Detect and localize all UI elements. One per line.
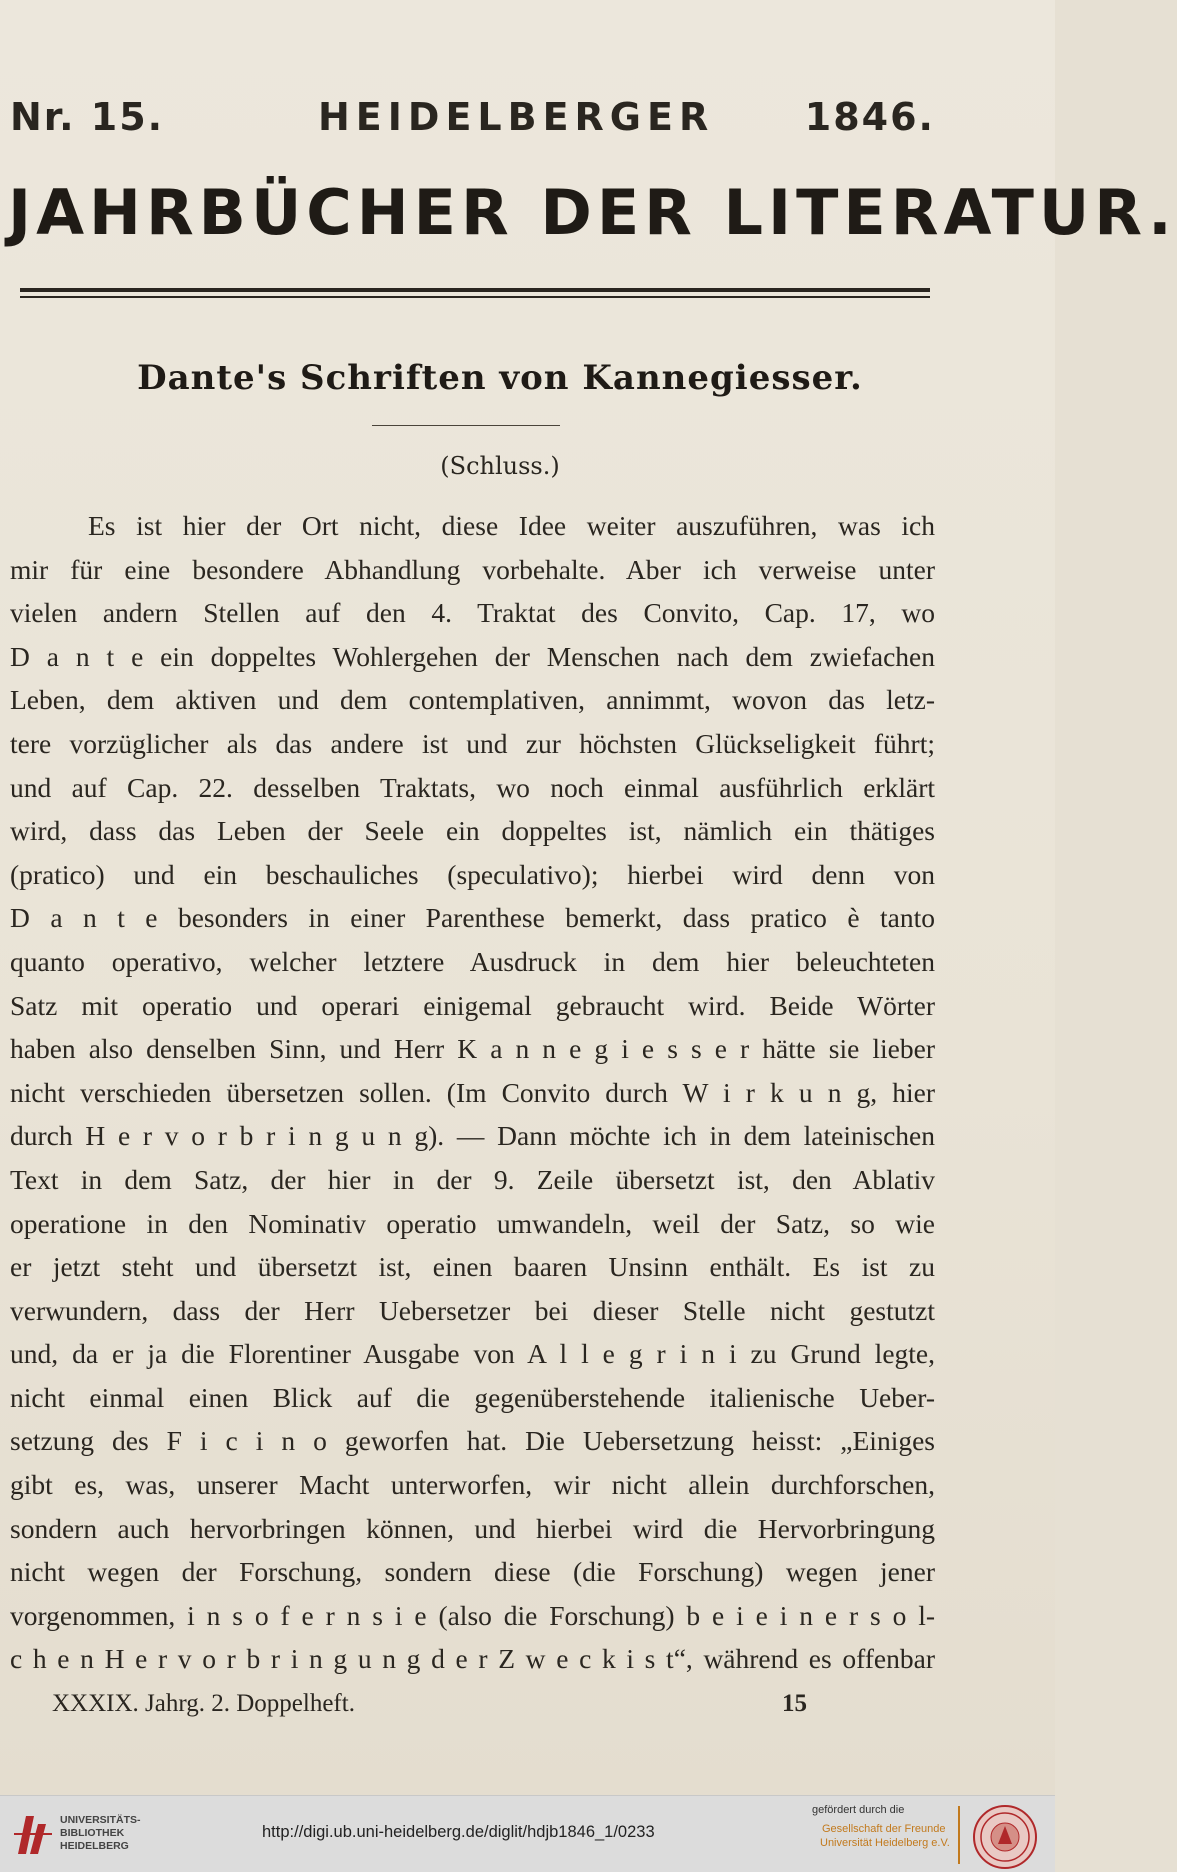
text-line: operatione in den Nominativ operatio umwandeln, weil der Satz, so wie <box>10 1207 935 1239</box>
library-name-line: HEIDELBERG <box>60 1840 129 1852</box>
issue-year: 1846. <box>804 95 935 139</box>
running-header <box>10 95 935 145</box>
journal-name: HEIDELBERGER <box>318 95 715 139</box>
text-line: Text in dem Satz, der hier in der 9. Zeile übersetzt ist, den Ablativ <box>10 1163 935 1195</box>
viewer-footer-bar <box>0 1795 1055 1872</box>
issue-number: Nr. 15. <box>10 95 165 139</box>
text-line: haben also denselben Sinn, und Herr K a n n e g i e s s e r hätte sie lieber <box>10 1033 935 1065</box>
text-line: nicht wegen der Forschung, sondern diese (die Forschung) wegen jener <box>10 1556 935 1588</box>
header-rule-thin <box>20 296 930 298</box>
text-line: quanto operativo, welcher letztere Ausdruck in dem hier beleuchteten <box>10 945 935 977</box>
text-line: durch H e r v o r b r i n g u n g). — Dann möchte ich in dem lateinischen <box>10 1120 935 1152</box>
text-line: wird, dass das Leben der Seele ein doppeltes ist, nämlich ein thätiges <box>10 815 935 847</box>
text-line: Satz mit operatio und operari einigemal gebraucht wird. Beide Wörter <box>10 989 935 1021</box>
text-line: und, da er ja die Florentiner Ausgabe von A l l e g r i n i zu Grund legte, <box>10 1338 935 1370</box>
text-line: gibt es, was, unserer Macht unterworfen, wir nicht allein durchforschen, <box>10 1469 935 1501</box>
header-rule <box>20 288 930 292</box>
permalink-url[interactable]: http://digi.ub.uni-heidelberg.de/diglit/hdjb1846_1/0233 <box>262 1823 655 1841</box>
sponsor-name[interactable]: Gesellschaft der Freunde <box>822 1823 946 1835</box>
text-line: vielen andern Stellen auf den 4. Traktat des Convito, Cap. 17, wo <box>10 597 935 629</box>
sponsor-name-2[interactable]: Universität Heidelberg e.V. <box>820 1837 950 1849</box>
text-line: Es ist hier der Ort nicht, diese Idee weiter auszuführen, was ich <box>88 510 935 541</box>
text-line: und auf Cap. 22. desselben Traktats, wo noch einmal ausführlich erklärt <box>10 771 935 803</box>
sponsor-label: gefördert durch die <box>812 1804 905 1816</box>
text-line: nicht einmal einen Blick auf die gegenüberstehende italienische Ueber- <box>10 1381 935 1413</box>
text-line: D a n t e besonders in einer Parenthese bemerkt, dass pratico è tanto <box>10 902 935 934</box>
article-subtitle: (Schluss.) <box>440 452 560 480</box>
text-line: (pratico) und ein beschauliches (speculativo); hierbei wird denn von <box>10 858 935 890</box>
text-line: verwundern, dass der Herr Uebersetzer bei dieser Stelle nicht gestutzt <box>10 1294 935 1326</box>
text-line: sondern auch hervorbringen können, und hierbei wird die Hervorbringung <box>10 1512 935 1544</box>
page-signature: XXXIX. Jahrg. 2. Doppelheft. <box>52 1690 355 1717</box>
text-line: setzung des F i c i n o geworfen hat. Die Uebersetzung heisst: „Einiges <box>10 1425 935 1457</box>
article-title: Dante's Schriften von Kannegiesser. <box>137 358 863 398</box>
text-line: D a n t e ein doppeltes Wohlergehen der Menschen nach dem zwiefachen <box>10 640 935 672</box>
masthead: JAHRBÜCHER DER LITERATUR. <box>8 176 1177 249</box>
text-line: mir für eine besondere Abhandlung vorbehalte. Aber ich verweise unter <box>10 553 935 585</box>
library-name-line: BIBLIOTHEK <box>60 1827 125 1839</box>
library-name[interactable] <box>60 1814 141 1853</box>
article-body <box>10 504 935 1681</box>
university-seal-icon[interactable] <box>972 1804 1038 1870</box>
text-line: vorgenommen, i n s o f e r n s i e (also die Forschung) b e i e i n e r s o l- <box>10 1599 935 1631</box>
text-line: Leben, dem aktiven und dem contemplativen, annimmt, wovon das letz- <box>10 684 935 716</box>
text-line: nicht verschieden übersetzen sollen. (Im Convito durch W i r k u n g, hier <box>10 1076 935 1108</box>
text-line: tere vorzüglicher als das andere ist und zur höchsten Glückseligkeit führt; <box>10 727 935 759</box>
text-line: c h e n H e r v o r b r i n g u n g d e r Z w e c k i s t“, während es offenbar <box>10 1643 935 1675</box>
signature-number: 15 <box>782 1690 807 1717</box>
library-name-line: UNIVERSITÄTS- <box>60 1814 141 1826</box>
text-line: er jetzt steht und übersetzt ist, einen baaren Unsinn enthält. Es ist zu <box>10 1251 935 1283</box>
library-logo-icon[interactable] <box>12 1810 56 1858</box>
title-divider <box>372 425 560 426</box>
sponsor-divider <box>958 1806 960 1864</box>
